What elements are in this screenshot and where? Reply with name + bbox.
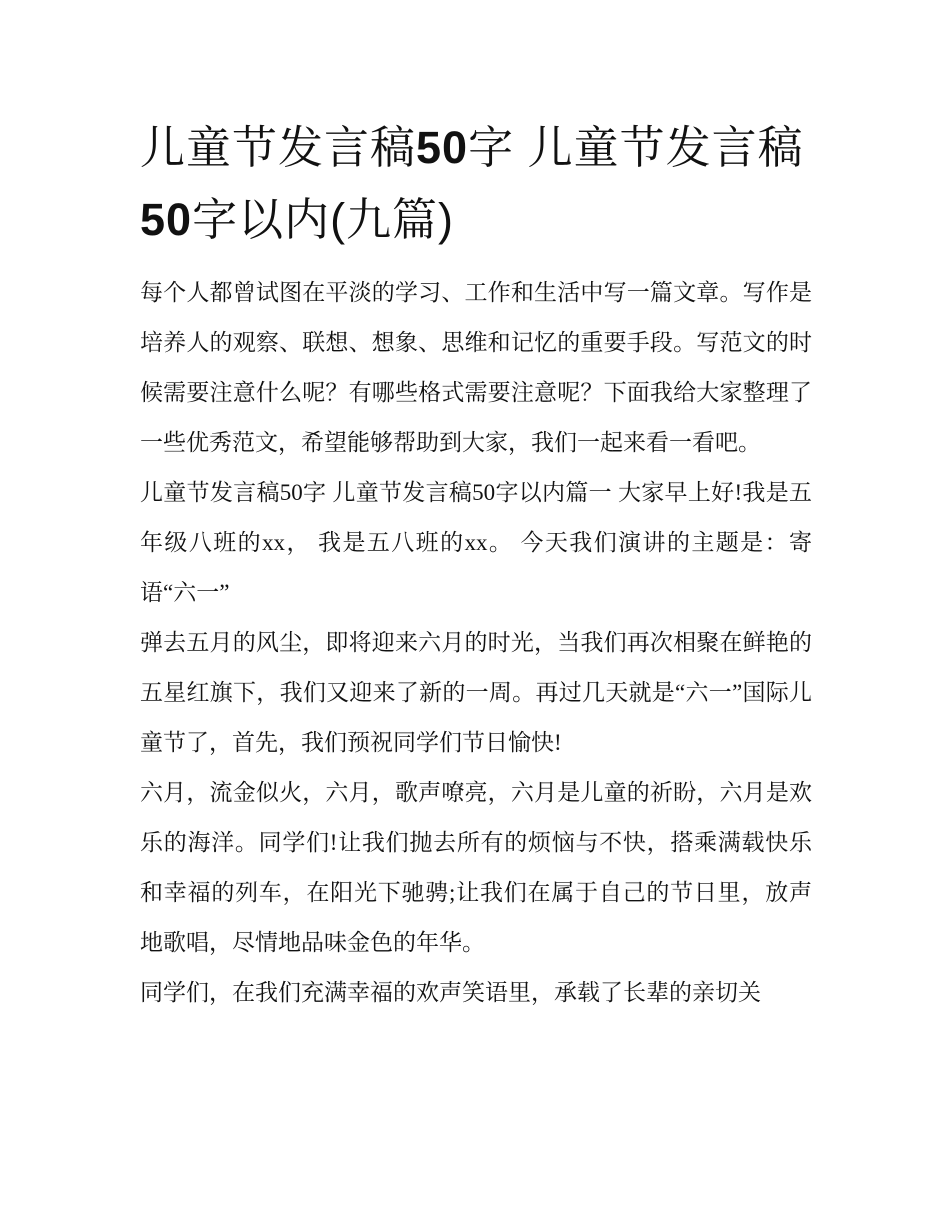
paragraph-may-june: 弹去五月的风尘，即将迎来六月的时光，当我们再次相聚在鲜艳的五星红旗下，我们又迎来了新的一周。再过几天就是“六一”国际儿童节了，首先，我们预祝同学们节日愉快! (140, 630, 812, 755)
paragraph-classmates: 同学们，在我们充满幸福的欢声笑语里，承载了长辈的亲切关 (140, 980, 761, 1005)
paragraph-june: 六月，流金似火，六月，歌声嘹亮，六月是儿童的祈盼，六月是欢乐的海洋。同学们!让我们抛去所有的烦恼与不快，搭乘满载快乐和幸福的列车，在阳光下驰骋;让我们在属于自己的节日里，放声地歌唱，尽情地品味金色的年华。 (140, 780, 812, 955)
paragraph-speech-opening: 儿童节发言稿50字 儿童节发言稿50字以内篇一 大家早上好!我是五年级八班的xx， 我是五八班的xx。 今天我们演讲的主题是：寄语“六一” (140, 480, 812, 605)
document-title: 儿童节发言稿50字 儿童节发言稿50字以内(九篇) (140, 122, 804, 245)
document-body (140, 112, 812, 1018)
title-emphasis: 50 (140, 194, 193, 245)
paragraph-intro: 每个人都曾试图在平淡的学习、工作和生活中写一篇文章。写作是培养人的观察、联想、想象、思维和记忆的重要手段。写范文的时候需要注意什么呢？有哪些格式需要注意呢？下面我给大家整理了一些优秀范文，希望能够帮助到大家，我们一起来看一看吧。 (140, 280, 812, 455)
title-emphasis: 50 (416, 122, 469, 173)
